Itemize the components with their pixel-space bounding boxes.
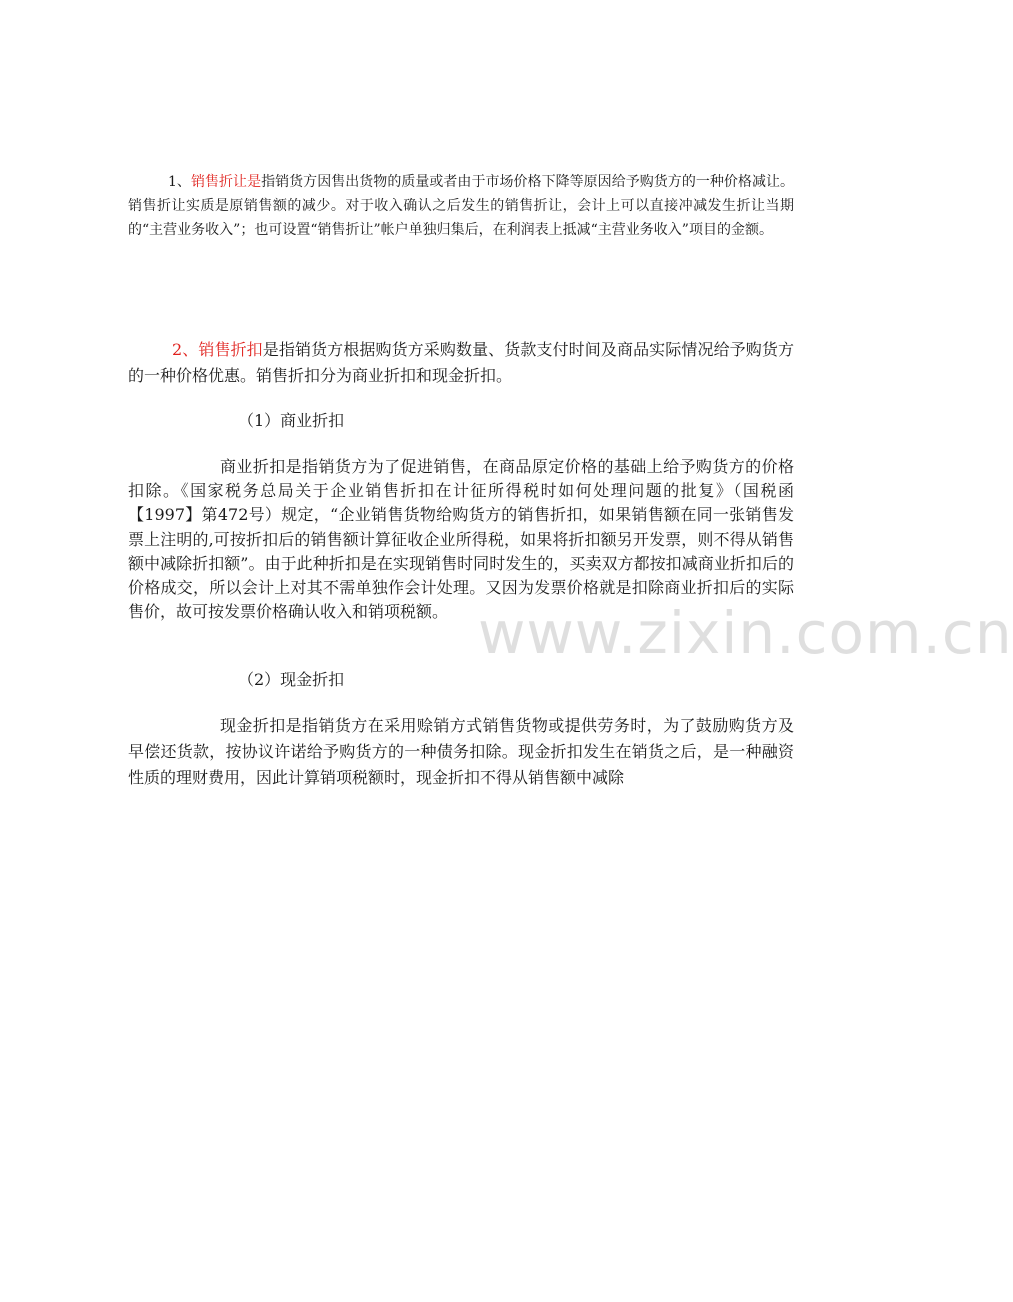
site-watermark: www.zixin.com.cn — [478, 599, 1013, 667]
paragraph-cash-discount: 现金折扣是指销货方在采用赊销方式销售货物或提供劳务时，为了鼓励购货方及早偿还货款，按协议许诺给予购货方的一种债务扣除。现金折扣发生在销货之后，是一种融资性质的理财费用，因此计算销项税额时，现金折扣不得从销售额中减除 — [128, 716, 794, 787]
paragraph-body: 指销货方因售出货物的质量或者由于市场价格下降等原因给予购货方的一种价格减让。销售折让实质是原销售额的减少。对于收入确认之后发生的销售折让，会计上可以直接冲减发生折让当期的“主营业务收入”；也可设置“销售折让”帐户单独归集后，在利润表上抵减“主营业务收入”项目的金额。 — [128, 174, 794, 238]
term-sales-discount: 2、销售折扣 — [172, 340, 263, 359]
paragraph-sales-discount — [128, 337, 794, 389]
heading-cash-discount: （2）现金折扣 — [238, 670, 345, 689]
term-sales-allowance: 销售折让是 — [190, 174, 262, 190]
heading-trade-discount: （1）商业折扣 — [238, 411, 345, 430]
item-number: 1、 — [168, 174, 191, 190]
paragraph-body: 是指销货方根据购货方采购数量、货款支付时间及商品实际情况给予购货方的一种价格优惠。销售折扣分为商业折扣和现金折扣。 — [128, 340, 794, 385]
paragraph-sales-allowance — [128, 170, 794, 242]
paragraph-trade-discount: 商业折扣是指销货方为了促进销售，在商品原定价格的基础上给予购货方的价格扣除。《国家税务总局关于企业销售折扣在计征所得税时如何处理问题的批复》（国税函【1997】第472号）规定，“企业销售货物给购货方的销售折扣，如果销售额在同一张销售发票上注明的,可按折扣后的销售额计算征收企业所得税，如果将折扣额另开发票，则不得从销售额中减除折扣额”。由于此种折扣是在实现销售时同时发生的，买卖双方都按扣减商业折扣后的价格成交，所以会计上对其不需单独作会计处理。又因为发票价格就是扣除商业折扣后的实际售价，故可按发票价格确认收入和销项税额。 — [128, 457, 794, 622]
